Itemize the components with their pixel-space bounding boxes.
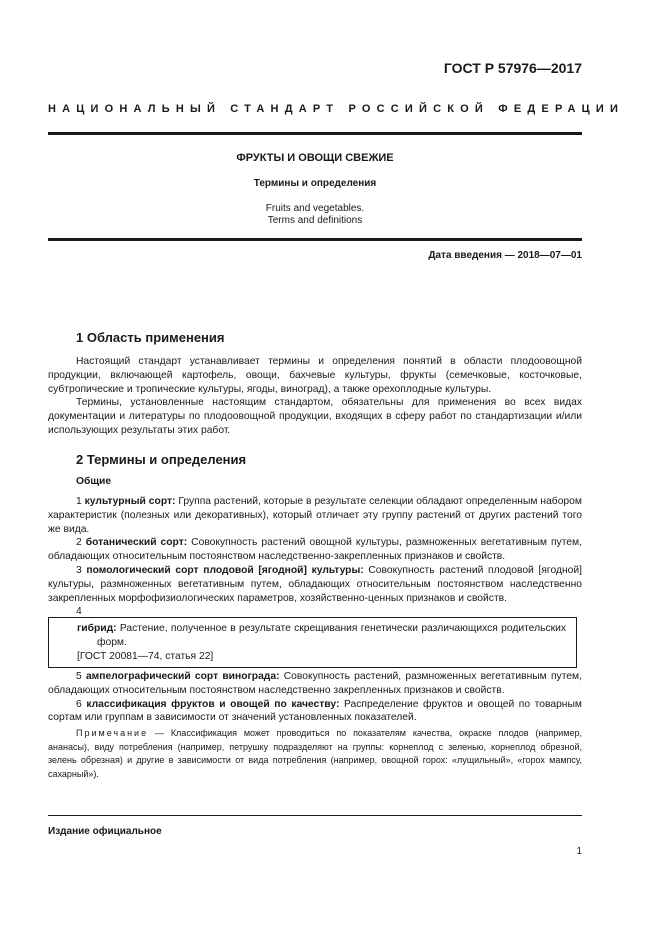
term-4-number: 4 xyxy=(76,606,82,618)
section1-paragraph-2: Термины, установленные настоящим стандартом, обязательны для применения во всех видах документации и литературы по плодоовощной продукции, входящих в сферу работ по стандартизации и/или использующих результаты этих работ. xyxy=(48,397,582,436)
section1-heading: 1 Область применения xyxy=(76,330,225,345)
official-edition: Издание официальное xyxy=(48,826,162,837)
intro-date: Дата введения — 2018—07—01 xyxy=(428,250,582,261)
national-standard-banner: НАЦИОНАЛЬНЫЙ СТАНДАРТ РОССИЙСКОЙ ФЕДЕРАЦИИ xyxy=(48,103,625,115)
english-title-line1: Fruits and vegetables. xyxy=(265,203,365,214)
term-5: 5 ампелографический сорт винограда: Совокупность растений, размноженных вегетативным путем, обладающих относительным постоянством наследственно закрепленных признаков и свойств. xyxy=(48,671,582,696)
section1-body xyxy=(48,355,582,438)
term-1: 1 культурный сорт: Группа растений, которые в результате селекции обладают определенным набором характеристик (полезных или декоративных), который отличает эту группу растений от других растений того же вида. xyxy=(48,496,582,535)
section2-subheading: Общие xyxy=(76,476,112,487)
section1-paragraph-1: Настоящий стандарт устанавливает термины и определения понятий в области плодоовощной продукции, включающей картофель, овощи, бахчевые культуры, фрукты (семечковые, косточковые, субтропические и тропические культуры, ягоды, виноград), а также орехоплодные культуры. xyxy=(48,356,582,395)
section2-heading: 2 Термины и определения xyxy=(76,452,247,467)
term-4-box xyxy=(48,617,577,668)
page-number: 1 xyxy=(576,846,582,857)
term-3: 3 помологический сорт плодовой [ягодной] культуры: Совокупность растений плодовой [ягодной] культуры, размноженных вегетативным путем, обладающих относительным постоянством наследственно закрепленных морфофизиологических параметров, хозяйственно-ценных признаков и свойств. xyxy=(48,564,582,604)
term-2: 2 ботанический сорт: Совокупность растений овощной культуры, размноженных вегетативным путем, обладающих относительным постоянством наследственно-закрепленных признаков и свойств. xyxy=(48,537,582,563)
english-title xyxy=(48,203,582,227)
terms-block-2 xyxy=(48,670,582,725)
footer-rule xyxy=(48,815,582,816)
gost-number: ГОСТ Р 57976—2017 xyxy=(443,60,582,76)
term-4-reference: [ГОСТ 20081—74, статья 22] xyxy=(77,650,214,662)
note-text: — Классификация может проводиться по показателям качества, окраске плодов (например, ананасы), виду потребления (например, петрушку подразделяют на группы: корнеплод с зеленью, корнеплод обрезной, зелень обрезная) и другие в зависимости от вида потребления (например, овощной горох: «лущильный», «горох мампсу, сахарный»). xyxy=(48,728,582,779)
classification-note xyxy=(48,727,582,781)
title-rule xyxy=(48,238,582,241)
term-4-definition: гибрид: Растение, полученное в результате скрещивания генетически различающихся родительских форм. xyxy=(77,623,566,648)
term-6: 6 классификация фруктов и овощей по качеству: Распределение фруктов и овощей по товарным сортам или группам в зависимости от значений установленных показателей. xyxy=(48,698,582,724)
terms-block-1 xyxy=(48,495,582,619)
document-title: ФРУКТЫ И ОВОЩИ СВЕЖИЕ xyxy=(236,152,394,164)
english-title-line2: Terms and definitions xyxy=(267,215,363,226)
document-subtitle: Термины и определения xyxy=(253,178,377,189)
note-label: Примечание xyxy=(76,728,149,738)
header-rule xyxy=(48,132,582,135)
